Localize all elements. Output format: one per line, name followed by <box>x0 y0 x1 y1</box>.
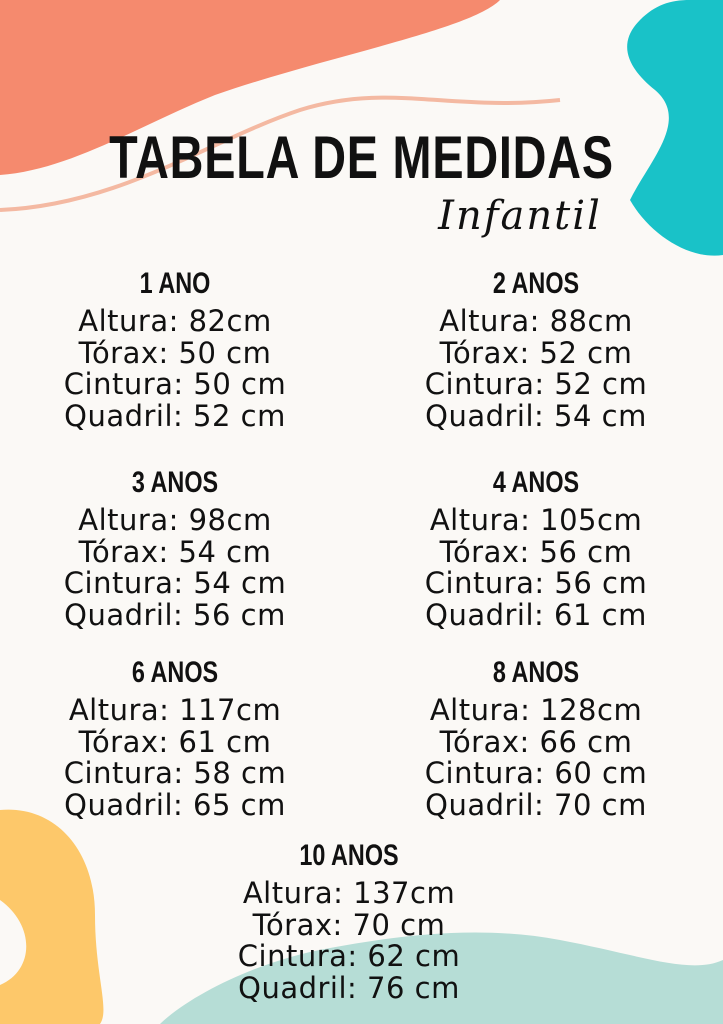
measure-altura: Altura: 88cm <box>439 304 633 338</box>
measure-cintura: Cintura: 52 cm <box>424 367 648 401</box>
measure-cintura: Cintura: 62 cm <box>237 939 461 973</box>
size-block-2-anos <box>386 266 686 432</box>
measure-quadril: Quadril: 65 cm <box>64 787 286 822</box>
measure-altura: Altura: 98cm <box>78 503 272 537</box>
measure-cintura: Cintura: 54 cm <box>63 566 287 600</box>
measure-quadril: Quadril: 76 cm <box>238 970 460 1005</box>
measure-altura: Altura: 117cm <box>68 693 282 727</box>
measure-torax: Tórax: 52 cm <box>439 335 633 370</box>
size-block-8-anos <box>386 655 686 821</box>
yellow-blob-bottom-left <box>0 810 103 1024</box>
measure-cintura: Cintura: 58 cm <box>63 756 287 790</box>
age-heading: 1 ANO <box>139 267 211 300</box>
age-heading: 3 ANOS <box>131 466 219 499</box>
measure-torax: Tórax: 56 cm <box>439 534 633 569</box>
measure-torax: Tórax: 61 cm <box>78 724 272 759</box>
size-block-10-anos <box>199 838 499 1004</box>
measure-torax: Tórax: 54 cm <box>78 534 272 569</box>
age-heading: 6 ANOS <box>131 656 219 689</box>
age-heading: 8 ANOS <box>492 656 580 689</box>
measure-cintura: Cintura: 50 cm <box>63 367 287 401</box>
age-heading: 2 ANOS <box>492 267 580 300</box>
size-block-4-anos <box>386 465 686 631</box>
measure-quadril: Quadril: 70 cm <box>425 787 647 822</box>
measure-altura: Altura: 82cm <box>78 304 272 338</box>
page-title: TABELA DE MEDIDAS <box>109 124 614 191</box>
measure-altura: Altura: 137cm <box>242 876 456 910</box>
measure-quadril: Quadril: 61 cm <box>425 597 647 632</box>
age-heading: 4 ANOS <box>492 466 580 499</box>
size-block-3-anos <box>25 465 325 631</box>
size-block-1-ano <box>25 266 325 432</box>
measure-torax: Tórax: 50 cm <box>78 335 272 370</box>
measure-torax: Tórax: 66 cm <box>439 724 633 759</box>
age-heading: 10 ANOS <box>299 839 399 872</box>
measure-quadril: Quadril: 54 cm <box>425 398 647 433</box>
measure-cintura: Cintura: 60 cm <box>424 756 648 790</box>
measure-quadril: Quadril: 52 cm <box>64 398 286 433</box>
measure-cintura: Cintura: 56 cm <box>424 566 648 600</box>
measure-altura: Altura: 128cm <box>429 693 643 727</box>
measure-altura: Altura: 105cm <box>429 503 643 537</box>
measure-torax: Tórax: 70 cm <box>252 907 446 942</box>
size-block-6-anos <box>25 655 325 821</box>
measure-quadril: Quadril: 56 cm <box>64 597 286 632</box>
page-subtitle: Infantil <box>438 193 602 239</box>
